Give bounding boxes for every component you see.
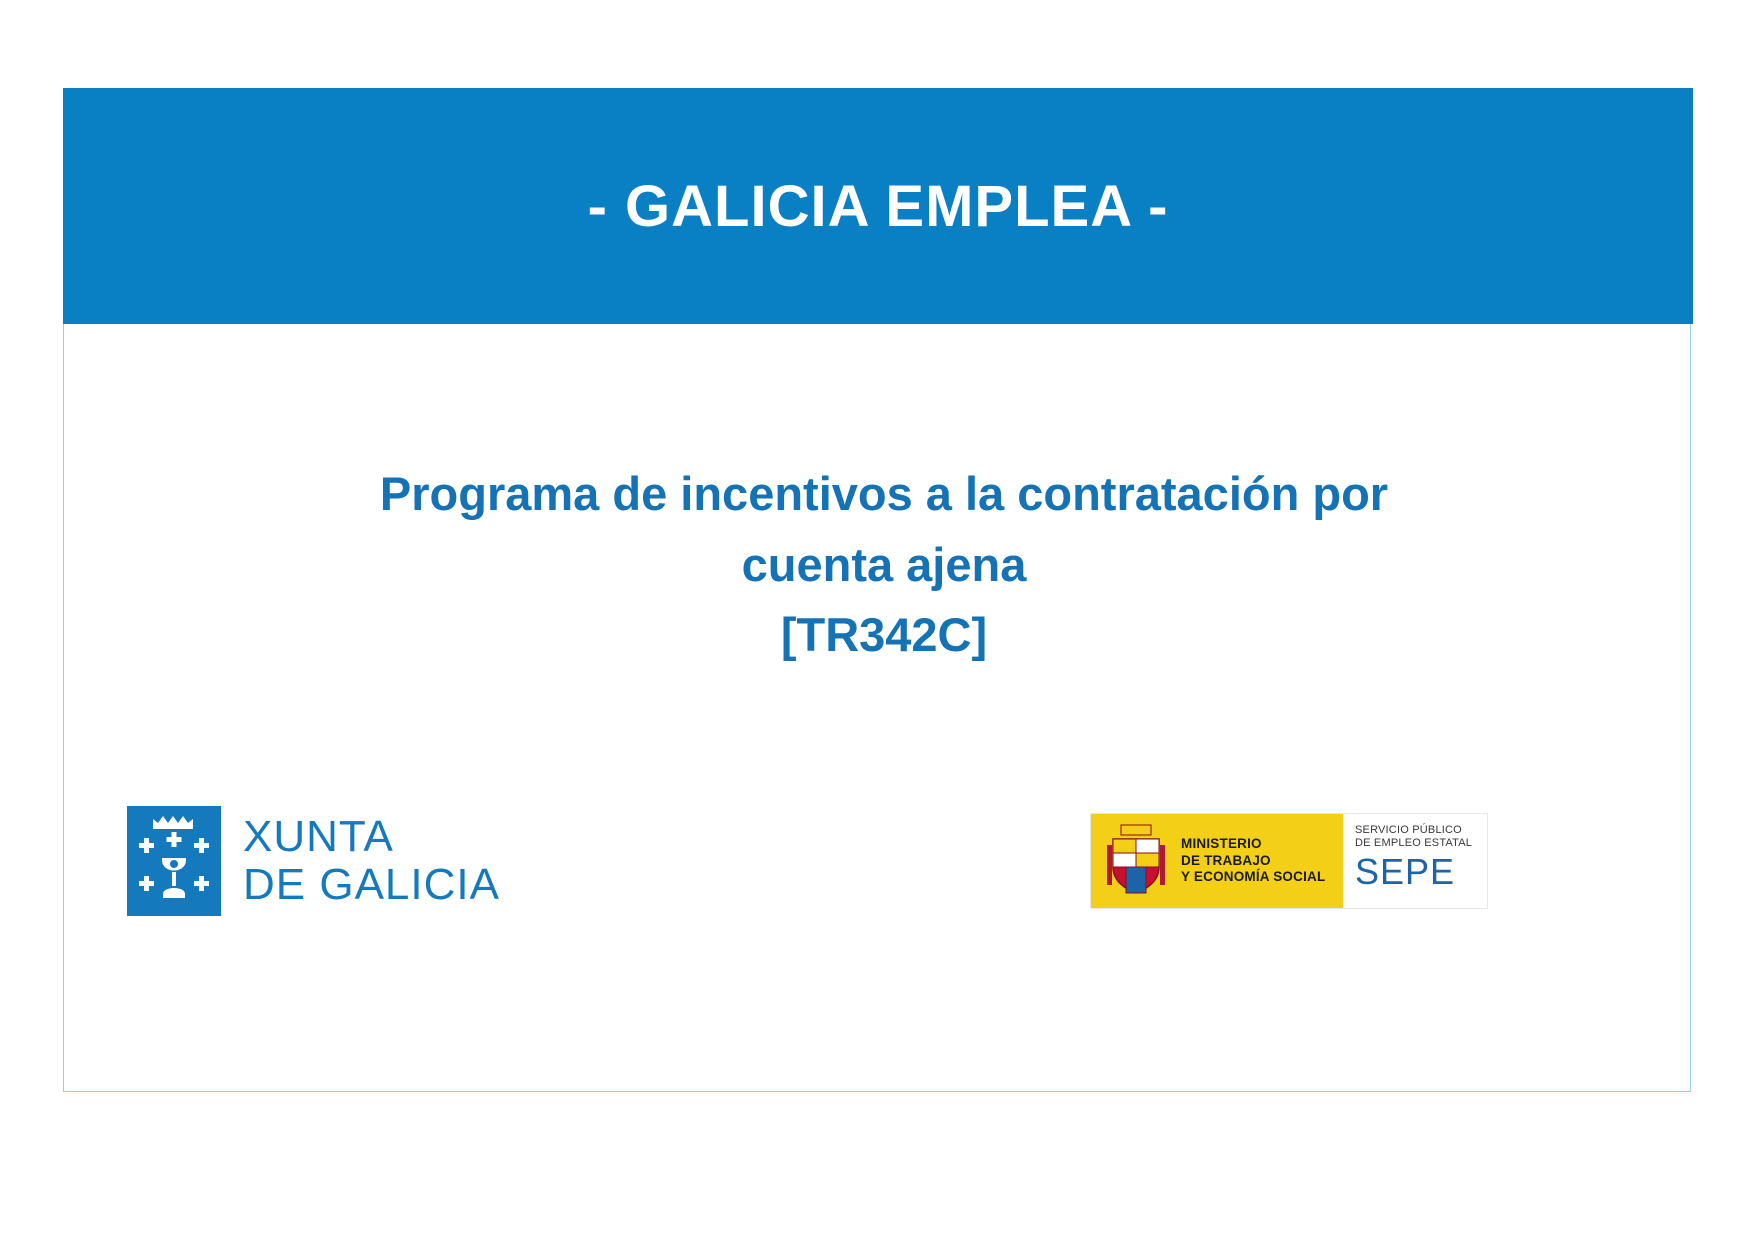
subtitle-line-2: cuenta ajena bbox=[741, 537, 1027, 591]
sepe-block bbox=[1343, 814, 1487, 908]
xunta-wordmark-line-2: DE GALICIA bbox=[243, 860, 500, 909]
ministerio-line-3: Y ECONOMÍA SOCIAL bbox=[1181, 869, 1326, 885]
cross-top-icon bbox=[167, 832, 182, 847]
cross-left-lower-icon bbox=[139, 876, 154, 891]
cross-left-upper-icon bbox=[139, 838, 154, 853]
ministerio-wordmark bbox=[1181, 836, 1325, 885]
ministerio-block bbox=[1091, 814, 1343, 908]
sepe-wordmark: SEPE bbox=[1355, 851, 1456, 893]
ministerio-line-2: DE TRABAJO bbox=[1181, 852, 1271, 868]
subtitle-line-1: Programa de incentivos a la contratación por bbox=[379, 467, 1389, 520]
cross-right-lower-icon bbox=[194, 876, 209, 891]
ministerio-line-1: MINISTERIO bbox=[1181, 836, 1262, 852]
spain-coat-of-arms-icon bbox=[1099, 821, 1173, 901]
cross-right-upper-icon bbox=[194, 838, 209, 853]
xunta-wordmark bbox=[243, 813, 500, 908]
header-band bbox=[63, 88, 1693, 324]
xunta-logo bbox=[127, 806, 500, 916]
subtitle-line-3: [TR342C] bbox=[780, 608, 988, 661]
sepe-subtitle-line-1: SERVICIO PÚBLICO bbox=[1355, 824, 1462, 836]
page-title: - GALICIA EMPLEA - bbox=[587, 173, 1169, 239]
subtitle-block bbox=[244, 459, 1524, 671]
sepe-subtitle-line-2: DE EMPLEO ESTATAL bbox=[1355, 837, 1473, 850]
chalice-icon bbox=[157, 854, 191, 900]
xunta-wordmark-line-1: XUNTA bbox=[243, 812, 394, 862]
ministerio-sepe-logo bbox=[1090, 813, 1488, 909]
crown-icon bbox=[151, 813, 197, 829]
slide-container bbox=[63, 88, 1691, 1092]
sepe-subtitle bbox=[1355, 824, 1487, 850]
xunta-coat-of-arms-icon bbox=[127, 806, 221, 916]
